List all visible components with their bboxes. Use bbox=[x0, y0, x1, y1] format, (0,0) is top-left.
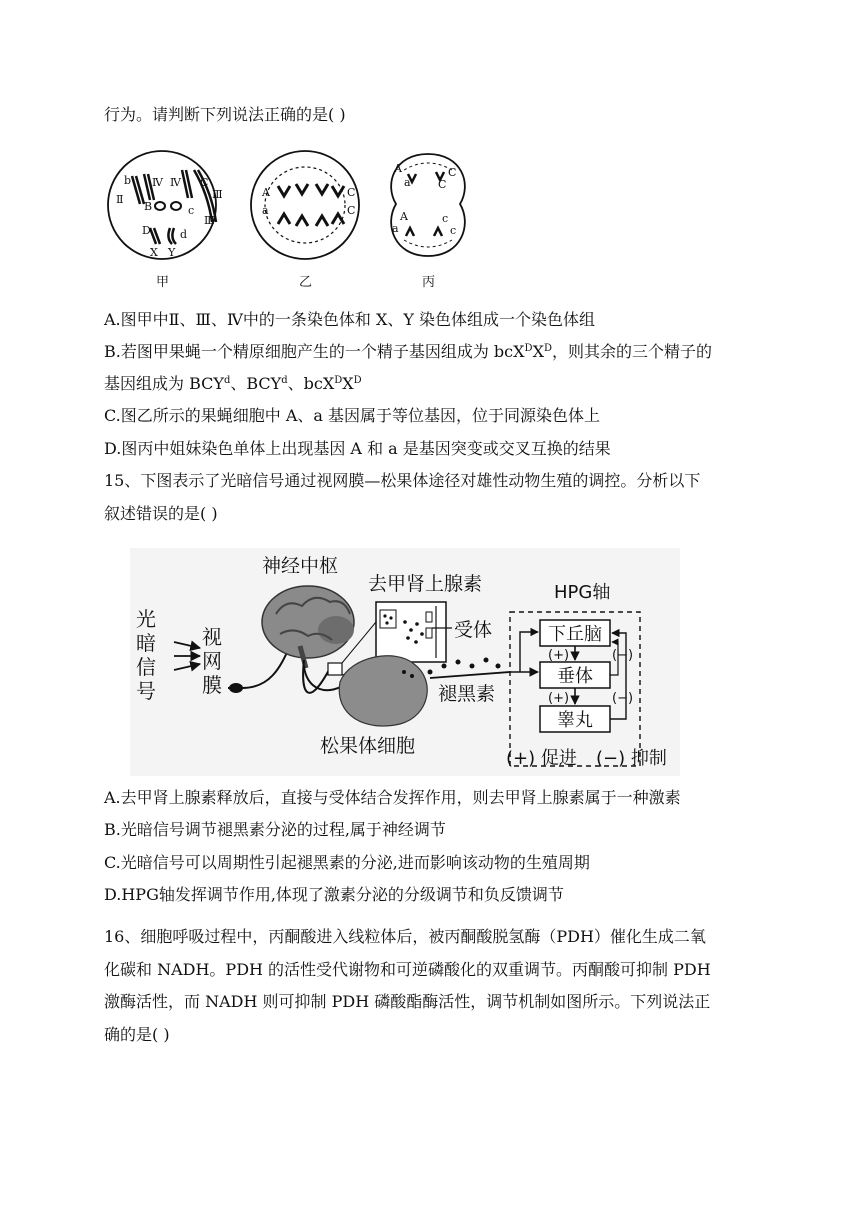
label-bing-C1: C bbox=[448, 166, 457, 179]
label-III-2: Ⅲ bbox=[204, 214, 215, 227]
minus-2: (−) bbox=[612, 691, 634, 706]
light-signal-3: 信 bbox=[136, 655, 156, 679]
q16-stem-line1: 16、细胞呼吸过程中，丙酮酸进入线粒体后，被丙酮酸脱氢酶（PDH）催化生成二氧 bbox=[104, 927, 706, 946]
q16-stem-line4: 确的是( ) bbox=[104, 1025, 170, 1044]
norepinephrine-label: 去甲肾上腺素 bbox=[368, 573, 483, 595]
retina-2: 网 bbox=[202, 649, 222, 673]
q16-stem-line3: 激酶活性，而 NADH 则可抑制 PDH 磷酸酯酶活性，调节机制如图所示。下列说法正 bbox=[104, 992, 711, 1011]
label-III-1: Ⅲ bbox=[212, 188, 223, 201]
label-bing-a1: a bbox=[404, 176, 411, 189]
label-bing-c2: c bbox=[450, 224, 457, 237]
label-B: B bbox=[144, 200, 153, 213]
q15-option-d: D.HPG轴发挥调节作用,体现了激素分泌的分级调节和负反馈调节 bbox=[104, 885, 564, 904]
legend-promote: (+) 促进 bbox=[506, 748, 577, 769]
q15-stem-line1: 15、下图表示了光暗信号通过视网膜—松果体途径对雄性动物生殖的调控。分析以下 bbox=[104, 471, 701, 490]
plus-2: (+) bbox=[548, 691, 570, 706]
light-signal-1: 光 bbox=[136, 607, 156, 631]
pituitary-label: 垂体 bbox=[557, 666, 593, 687]
label-X: X bbox=[150, 246, 158, 259]
receptor-label: 受体 bbox=[454, 619, 493, 641]
q14-stem-tail: 行为。请判断下列说法正确的是( ) bbox=[104, 105, 346, 124]
q14-figure bbox=[104, 148, 474, 296]
nerve-center-label: 神经中枢 bbox=[262, 555, 339, 577]
legend-inhibit: (−) 抑制 bbox=[596, 748, 667, 769]
q15-option-a: A.去甲肾上腺素释放后，直接与受体结合发挥作用，则去甲肾上腺素属于一种激素 bbox=[104, 788, 681, 807]
melatonin-label: 褪黑素 bbox=[438, 683, 496, 705]
q15-option-c: C.光暗信号可以周期性引起褪黑素的分泌,进而影响该动物的生殖周期 bbox=[104, 853, 590, 872]
label-II: Ⅱ bbox=[116, 193, 124, 206]
label-b: b bbox=[124, 174, 132, 187]
q14-option-d: D.图丙中姐妹染色单体上出现基因 A 和 a 是基因突变或交叉互换的结果 bbox=[104, 439, 611, 458]
label-bing-A1: A bbox=[394, 162, 402, 175]
q15-diagram bbox=[130, 548, 680, 776]
testis-label: 睾丸 bbox=[557, 710, 593, 731]
light-signal-4: 号 bbox=[136, 679, 156, 703]
label-yi-a: a bbox=[262, 204, 269, 217]
q14-option-a: A.图甲中Ⅱ、Ⅲ、Ⅳ中的一条染色体和 X、Y 染色体组成一个染色体组 bbox=[104, 310, 596, 329]
light-signal-2: 暗 bbox=[136, 631, 156, 655]
label-bing-C2: C bbox=[438, 178, 447, 191]
retina-3: 膜 bbox=[202, 673, 222, 697]
label-bing-c1: c bbox=[442, 212, 449, 225]
minus-1: (−) bbox=[612, 648, 634, 663]
label-d: d bbox=[180, 228, 188, 241]
label-Y: Y bbox=[168, 246, 176, 259]
hypothalamus-label: 下丘脑 bbox=[548, 624, 602, 645]
pineal-cell-label: 松果体细胞 bbox=[320, 735, 416, 757]
q14-option-c: C.图乙所示的果蝇细胞中 A、a 基因属于等位基因，位于同源染色体上 bbox=[104, 406, 601, 425]
label-D: D bbox=[142, 224, 151, 237]
pineal-cell bbox=[339, 656, 427, 726]
label-bing-A2: A bbox=[400, 210, 408, 223]
q15-stem-line2: 叙述错误的是( ) bbox=[104, 504, 218, 523]
hpg-axis-label: HPG轴 bbox=[554, 582, 611, 603]
fig-label-yi: 乙 bbox=[299, 275, 313, 290]
q16-stem-line2: 化碳和 NADH。PDH 的活性受代谢物和可逆磷酸化的双重调节。丙酮酸可抑制 PDH bbox=[104, 960, 711, 979]
label-bing-a2: a bbox=[392, 222, 399, 235]
retina-1: 视 bbox=[202, 625, 222, 649]
fig-label-jia: 甲 bbox=[156, 275, 170, 290]
label-IV-1: Ⅳ bbox=[152, 176, 163, 189]
label-yi-A: A bbox=[262, 186, 270, 199]
label-c: c bbox=[188, 204, 195, 217]
plus-1: (+) bbox=[548, 648, 570, 663]
label-C: C bbox=[200, 176, 209, 189]
label-yi-C2: C bbox=[347, 204, 356, 217]
label-yi-C1: C bbox=[347, 186, 356, 199]
cell-jia bbox=[108, 151, 216, 259]
q15-option-b: B.光暗信号调节褪黑素分泌的过程,属于神经调节 bbox=[104, 820, 446, 839]
label-IV-2: Ⅳ bbox=[170, 176, 181, 189]
fig-label-bing: 丙 bbox=[422, 275, 436, 290]
q14-option-b-line1: B.若图甲果蝇一个精原细胞产生的一个精子基因组成为 $bcX^DX^D$，则其余的三个精子的 bbox=[104, 342, 712, 361]
q14-option-b-line2: 基因组成为 BCY$^d$、BCY$^d$、$bcX^DX^D$ bbox=[104, 374, 362, 393]
